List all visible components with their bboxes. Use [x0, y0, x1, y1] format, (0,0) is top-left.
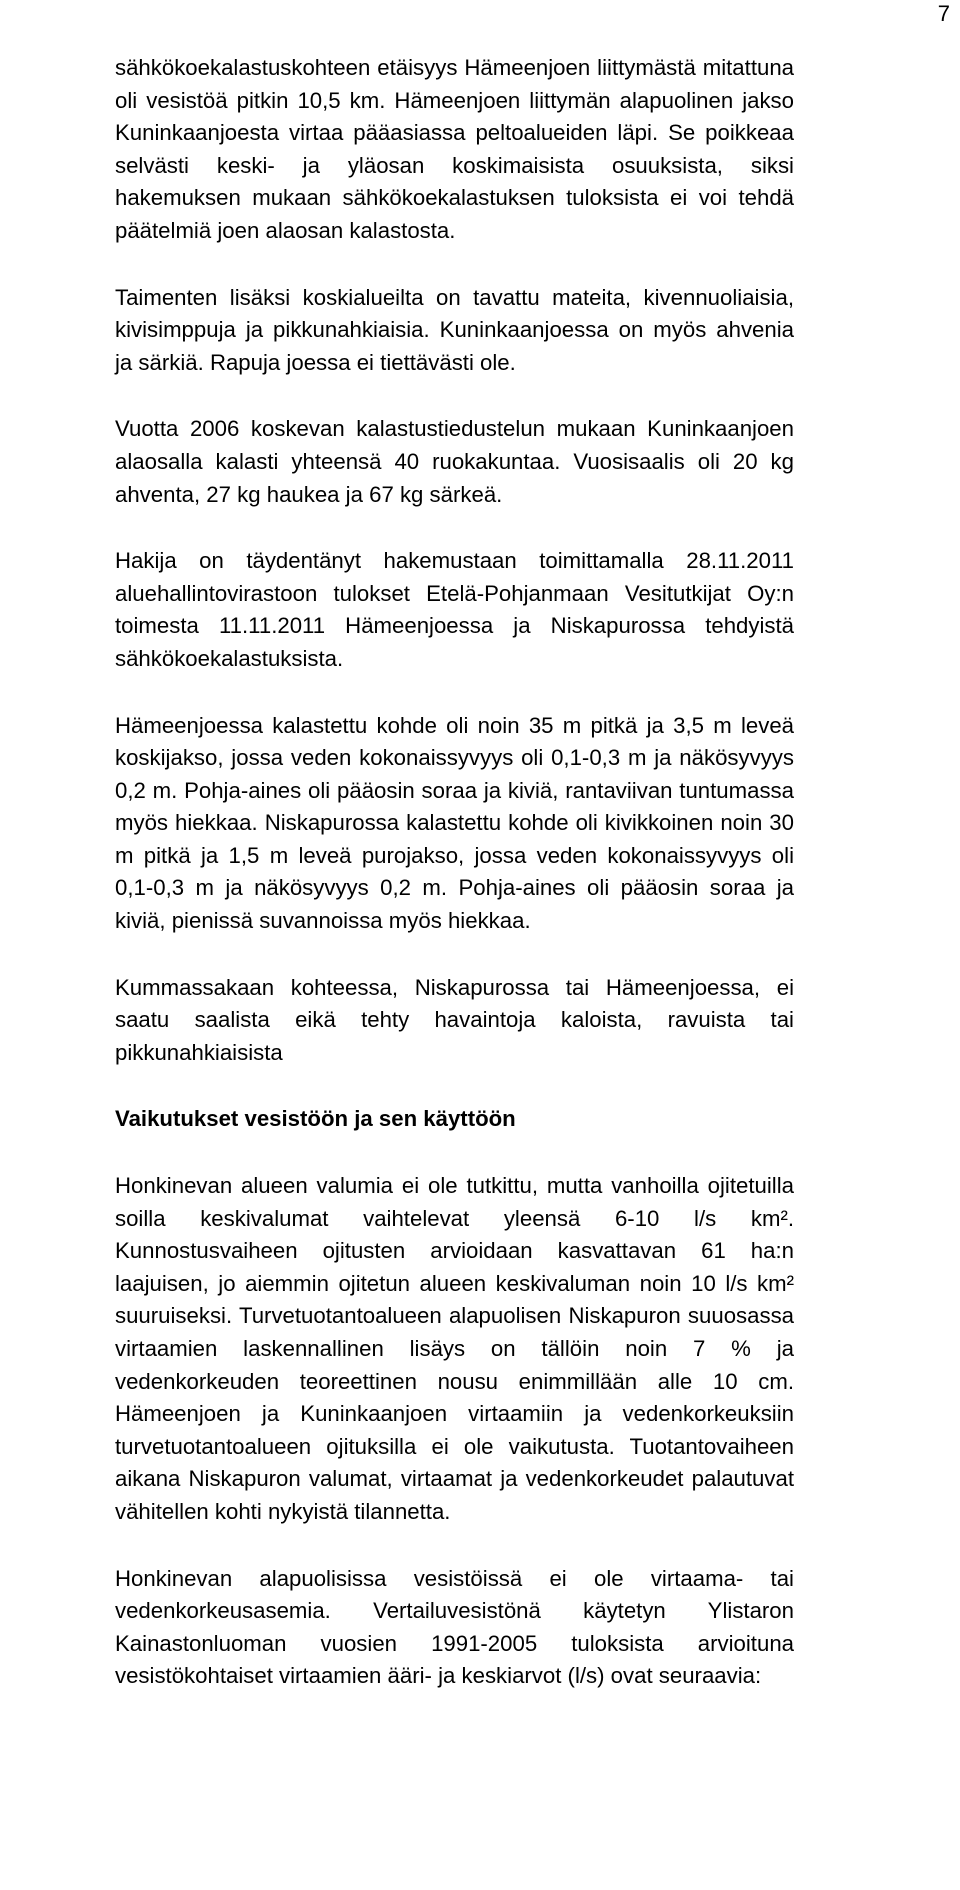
- paragraph-runoff-effects: Honkinevan alueen valumia ei ole tutkittu, mutta vanhoilla ojitetuilla soilla keskivalumat vaihtelevat yleensä 6-10 l/s km². Kunnostusvaiheen ojitusten arvioidaan kasvattavan 61 ha:n laajuisen, jo aiemmin ojitetun alueen keskivaluman noin 10 l/s km² suuruiseksi. Turvetuotantoalueen alapuolisen Niskapuron suuosassa virtaamien laskennallinen lisäys on tällöin noin 7 % ja vedenkorkeuden teoreettinen nousu enimmillään alle 10 cm. Hämeenjoen ja Kuninkaanjoen virtaamiin ja vedenkorkeuksiin turvetuotantoalueen ojituksilla ei ole vaikutusta. Tuotantovaiheen aikana Niskapuron valumat, virtaamat ja vedenkorkeudet palautuvat vähitellen kohti nykyistä tilannetta.: [115, 1173, 794, 1524]
- paragraph-no-catch: Kummassakaan kohteessa, Niskapurossa tai Hämeenjoessa, ei saatu saalista eikä tehty havaintoja kaloista, ravuista tai pikkunahkiaisista: [115, 974, 794, 1065]
- document-body: [115, 52, 794, 1693]
- paragraph-reference-stations: Honkinevan alapuolisissa vesistöissä ei ole virtaama- tai vedenkorkeusasemia. Vertailuvesistönä käytetyn Ylistaron Kainastonluoman vuosien 1991-2005 tuloksista arvioituna vesistökohtaiset virtaamien ääri- ja keskiarvot (l/s) ovat seuraavia:: [115, 1565, 794, 1689]
- paragraph-fishing-sites: Hämeenjoessa kalastettu kohde oli noin 35 m pitkä ja 3,5 m leveä koskijakso, jossa veden kokonaissyvyys oli 0,1-0,3 m ja näkösyvyys 0,2 m. Pohja-aines oli pääosin soraa ja kiviä, rantaviivan tuntumassa myös hiekkaa. Niskapurossa kalastettu kohde oli kivikkoinen noin 30 m pitkä ja 1,5 m leveä purojakso, jossa veden kokonaissyvyys oli 0,1-0,3 m ja näkösyvyys 0,2 m. Pohja-aines oli pääosin soraa ja kiviä, pienissä suvannoissa myös hiekkaa.: [115, 712, 794, 934]
- page-number: 7: [937, 1, 950, 26]
- paragraph-supplement: Hakija on täydentänyt hakemustaan toimittamalla 28.11.2011 aluehallintovirastoon tulokset Etelä-Pohjanmaan Vesitutkijat Oy:n toimesta 11.11.2011 Hämeenjoessa ja Niskapurossa tehdyistä sähkökoekalastuksista.: [115, 548, 794, 671]
- section-heading: Vaikutukset vesistöön ja sen käyttöön: [115, 1106, 516, 1132]
- paragraph-fishing-survey: Vuotta 2006 koskevan kalastustiedustelun mukaan Kuninkaanjoen alaosalla kalasti yhteensä 40 ruokakuntaa. Vuosisaalis oli 20 kg ahventa, 27 kg haukea ja 67 kg särkeä.: [115, 416, 794, 507]
- paragraph-species: Taimenten lisäksi koskialueilta on tavattu mateita, kivennuoliaisia, kivisimppuja ja pikkunahkiaisia. Kuninkaanjoessa on myös ahvenia ja särkiä. Rapuja joessa ei tiettävästi ole.: [115, 284, 794, 375]
- paragraph-electrofishing-distance: sähkökoekalastuskohteen etäisyys Hämeenjoen liittymästä mitattuna oli vesistöä pitkin 10,5 km. Hämeenjoen liittymän alapuolinen jakso Kuninkaanjoesta virtaa pääasiassa peltoalueiden läpi. Se poikkeaa selvästi keski- ja yläosan koskimaisista osuuksista, siksi hakemuksen mukaan sähkökoekalastuksen tuloksista ei voi tehdä päätelmiä joen alaosan kalastosta.: [115, 55, 794, 243]
